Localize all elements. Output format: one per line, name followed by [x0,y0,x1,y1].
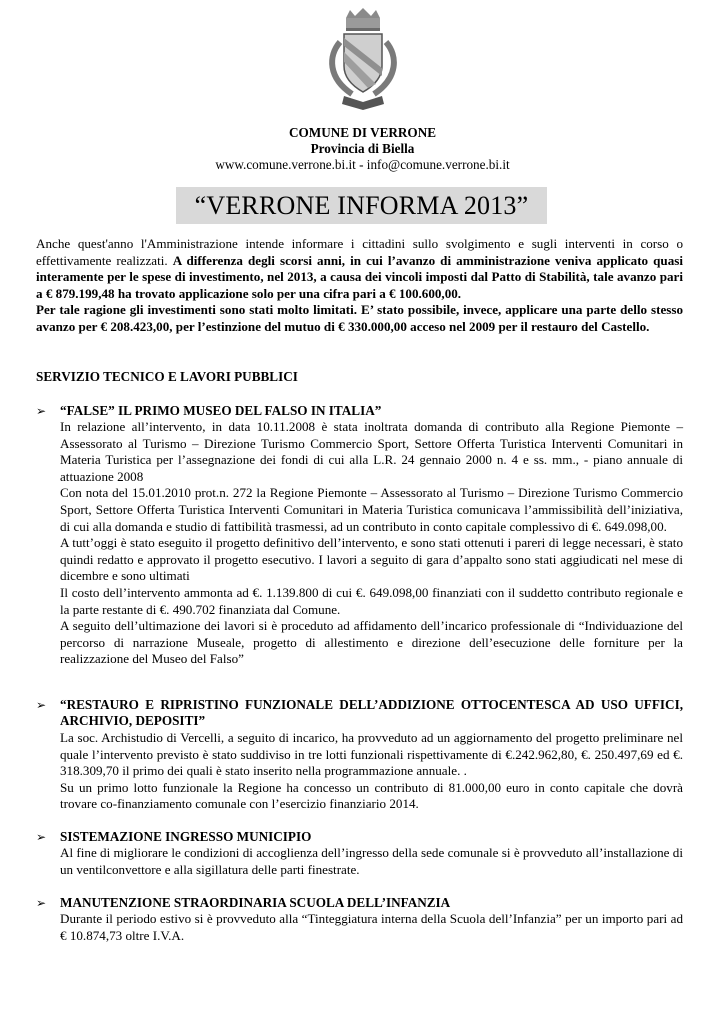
item-paragraph: Il costo dell’intervento ammonta ad €. 1.139.800 di cui €. 649.098,00 finanziati con il suddetto contributo regionale e la parte restante di €. 490.702 finanziata dal Comune. [60,584,683,617]
item-paragraph: Al fine di migliorare le condizioni di accoglienza dell’ingresso della sede comunale si è provveduto all’installazione di un ventilconvettore e alla sigillatura delle parti finestrate. [60,845,683,877]
province-name: Provincia di Biella [310,141,415,156]
item-paragraph: Con nota del 15.01.2010 prot.n. 272 la Regione Piemonte – Assessorato al Turismo – Direzione Turismo Commercio Sport, Settore Offerta Turistica Interventi Comunitari in Materia Turistica comunicava l’ammissibilità dell’iniziativa, di cui alla domanda e studio di fattibilità trasmessi, ad un contributo in conto capitale complessivo di €. 649.098,00. [60,485,683,534]
intro-text: Anche quest'anno l'Amministrazione intende informare i cittadini sullo svolgimento e sugli interventi in corso o effettivamente realizzati. [36,236,683,268]
item-body [60,419,683,668]
item-paragraph: La soc. Archistudio di Vercelli, a seguito di incarico, ha provveduto ad un aggiornamento del progetto preliminare nel quale l’intervento previsto è stato suddiviso in tre lotti funzionali rispettivamente di €.242.962,80, €. 250.497,69 ed €. 318.309,70 il primo dei quali è stato inserito nella programmazione annuale. . [60,730,683,779]
page-title: “VERRONE INFORMA 2013” [176,187,547,224]
intro-highlight-2: Per tale ragione gli investimenti sono stati molto limitati. E’ stato possibile, invece, applicare una parte dello stesso avanzo per € 208.423,00, per l’estinzione del mutuo di € 330.000,00 acceso nel 2009 per il restauro del Castello. [36,302,683,334]
intro-paragraph [36,236,683,336]
item-body [60,911,683,944]
item-body [60,730,683,813]
item-paragraph: In relazione all’intervento, in data 10.11.2008 è stata inoltrata domanda di contributo alla Regione Piemonte – Assessorato al Turismo – Direzione Turismo Commercio Sport, Settore Offerta Turistica Interventi Comunitari in Materia Turistica per l’assegnazione dei fondi di cui alla L.R. 24 gennaio 2000 n. 4 e ss. mm., - piano annuale di attuazione 2008 [60,419,683,484]
item-title: SISTEMAZIONE INGRESSO MUNICIPIO [60,829,312,844]
item-title: “FALSE” IL PRIMO MUSEO DEL FALSO IN ITALIA” [60,403,382,418]
bullet-icon: ➢ [36,896,47,910]
item-title: “RESTAURO E RIPRISTINO FUNZIONALE DELL’ADDIZIONE OTTOCENTESCA AD USO UFFICI, ARCHIVIO, DEPOSITI” [60,697,683,729]
coat-of-arms-icon [322,8,404,112]
item-paragraph: A tutt’oggi è stato eseguito il progetto definitivo dell’intervento, e sono stati ottenuti i pareri di legge necessari, è stato quindi redatto e approvato il progetto esecutivo. I lavori a seguito di gara d’appalto sono stati aggiudicati nel mese di dicembre e sono ultimati [60,535,683,584]
bullet-icon: ➢ [36,698,47,712]
item-paragraph: Su un primo lotto funzionale la Regione ha concesso un contributo di 81.000,00 euro in conto capitale che dovrà trovare co-finanziamento comunale con l’esercizio finanziario 2014. [60,779,683,812]
bullet-icon: ➢ [36,404,47,418]
item-paragraph: Durante il periodo estivo si è provveduto alla “Tinteggiatura interna della Scuola dell’Infanzia” per un importo pari ad € 10.874,73 oltre I.V.A. [60,911,683,943]
item-paragraph: A seguito dell’ultimazione dei lavori si è proceduto ad affidamento dell’incarico professionale di “Individuazione del percorso di narrazione Museale, progetto di allestimento e direzione dell’esecuzione delle forniture per la realizzazione del Museo del Falso” [60,618,683,667]
section-title: SERVIZIO TECNICO E LAVORI PUBBLICI [36,369,298,384]
contact-line: www.comune.verrone.bi.it - info@comune.verrone.bi.it [215,157,510,172]
bullet-icon: ➢ [36,830,47,844]
intro-highlight-1: A differenza degli scorsi anni, in cui l’avanzo di amministrazione veniva applicato quasi interamente per le spese di investimento, nel 2013, a causa dei vincoli imposti dal Patto di Stabilità, tale avanzo pari a € 879.199,48 ha trovato applicazione solo per una cifra pari a € 100.600,00. [36,252,683,301]
municipality-name: COMUNE DI VERRONE [288,125,437,140]
item-body [60,845,683,878]
item-title: MANUTENZIONE STRAORDINARIA SCUOLA DELL’INFANZIA [60,895,451,910]
